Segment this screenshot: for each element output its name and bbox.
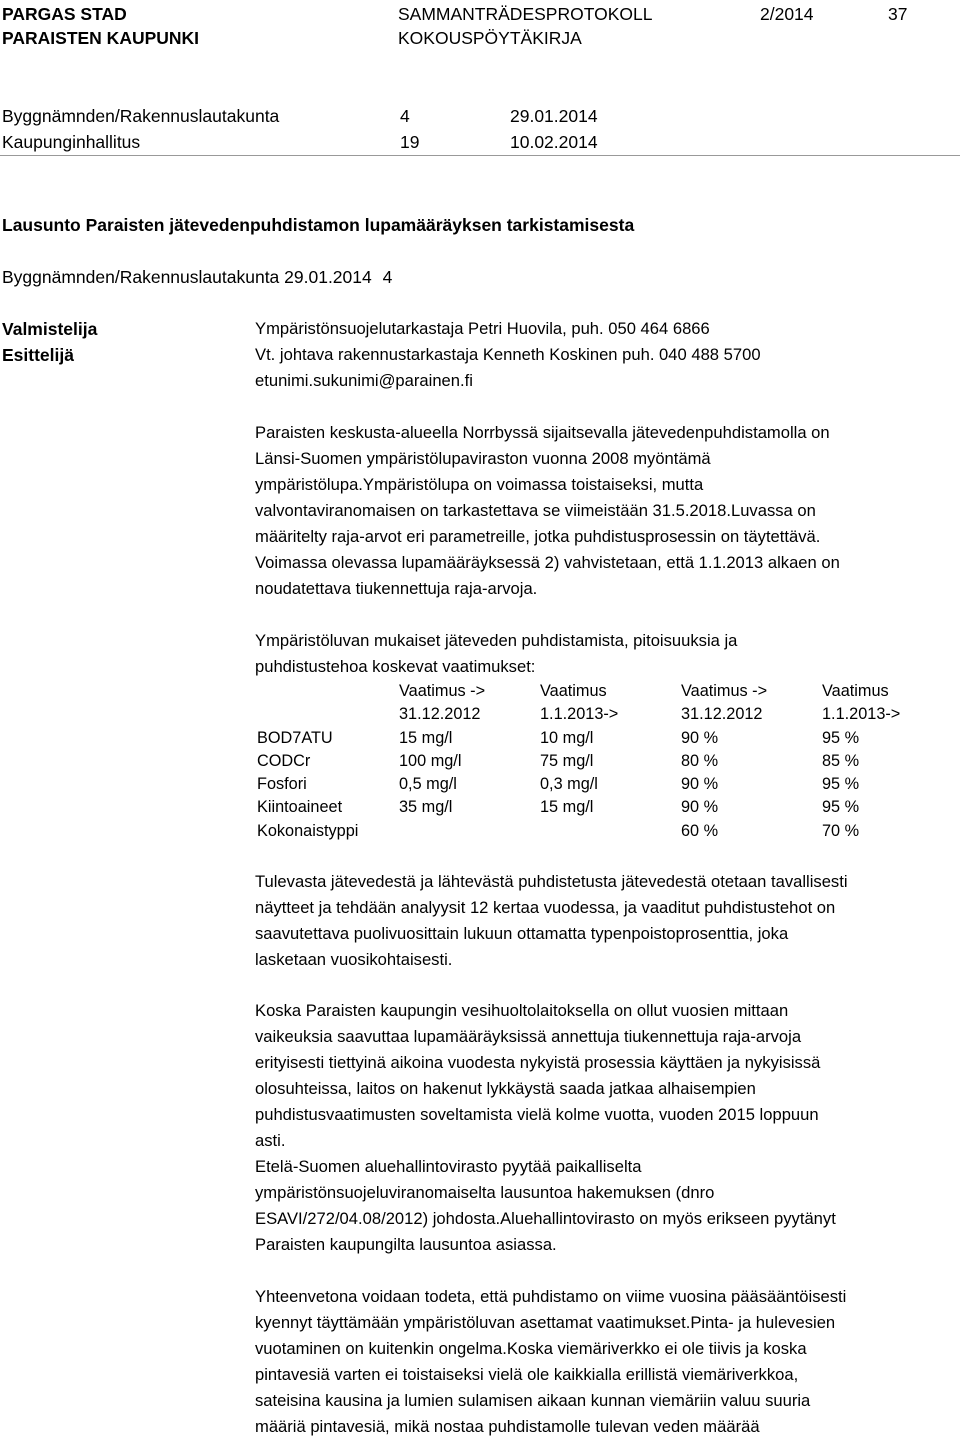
paragraph-line: määriä pintavesiä, mikä nostaa puhdistamolle tulevan veden määrää bbox=[255, 1417, 760, 1436]
table-cell: 15 mg/l bbox=[540, 798, 594, 817]
paragraph-line: Tulevasta jätevedestä ja lähtevästä puhdistetusta jätevedestä otetaan tavallisesti bbox=[255, 872, 848, 891]
paragraph-permit-background bbox=[255, 420, 960, 602]
table-cell: 35 mg/l bbox=[399, 798, 453, 817]
table-row bbox=[255, 820, 922, 843]
paragraph-summary bbox=[255, 1284, 960, 1440]
table-cell: 60 % bbox=[681, 821, 719, 840]
document-type-block bbox=[398, 2, 652, 50]
document-type-finnish: KOKOUSPÖYTÄKIRJA bbox=[398, 28, 582, 48]
page-number: 37 bbox=[888, 4, 908, 24]
paragraph-line: ympäristölupa.Ympäristölupa on voimassa toistaiseksi, mutta bbox=[255, 475, 704, 494]
table-cell: 0,3 mg/l bbox=[540, 775, 598, 794]
table-cell: 85 % bbox=[822, 751, 860, 770]
table-header-cell: 1.1.2013-> bbox=[822, 705, 901, 724]
prior-reference bbox=[2, 264, 392, 290]
table-cell bbox=[399, 820, 540, 843]
table-cell: 100 mg/l bbox=[399, 751, 462, 770]
paragraph-sampling bbox=[255, 869, 960, 973]
table-cell bbox=[540, 820, 681, 843]
prior-reference-text: Byggnämnden/Rakennuslautakunta 29.01.2014 bbox=[2, 267, 372, 287]
reference-date: 29.01.2014 bbox=[510, 106, 598, 126]
paragraph-line: olosuhteissa, laitos on hakenut lykkäystä saada jatkaa alhaisempien bbox=[255, 1079, 756, 1098]
paragraph-line: erityisesti tiettyinä aikoina vuodesta nykyistä prosessia käyttäen ja nykyisissä bbox=[255, 1053, 821, 1072]
parameter-name: BOD7ATU bbox=[257, 728, 333, 747]
paragraph-line: puhdistusvaatimusten soveltamista vielä kolme vuotta, vuoden 2015 loppuun bbox=[255, 1105, 819, 1124]
paragraph-line: asti. bbox=[255, 1131, 286, 1150]
paragraph-line: ympäristönsuojeluviranomaiselta lausuntoa hakemuksen (dnro bbox=[255, 1183, 715, 1202]
org-name-swedish: PARGAS STAD bbox=[2, 4, 127, 24]
meeting-number: 2/2014 bbox=[760, 4, 814, 24]
requirements-table bbox=[255, 680, 922, 843]
paragraph-deferral-request bbox=[255, 998, 960, 1258]
paragraph-line: saavutettava puolivuosittain lukuun ottamatta typenpoistoprosenttia, joka bbox=[255, 924, 789, 943]
table-header-cell: Vaatimus bbox=[540, 682, 607, 700]
table-header-row bbox=[255, 703, 922, 726]
presenter-email: etunimi.sukunimi@parainen.fi bbox=[255, 371, 473, 390]
paragraph-line: kyennyt täyttämään ympäristöluvan asettamat vaatimukset.Pinta- ja hulevesien bbox=[255, 1313, 836, 1332]
parameter-name: Kiintoaineet bbox=[257, 798, 343, 817]
presenter-value bbox=[255, 342, 761, 394]
table-header-cell: Vaatimus -> bbox=[681, 682, 768, 700]
document-type-swedish: SAMMANTRÄDESPROTOKOLL bbox=[398, 4, 653, 24]
reference-body: Kaupunginhallitus bbox=[2, 132, 141, 152]
preparer-value: Ympäristönsuojelutarkastaja Petri Huovila, puh. 050 464 6866 bbox=[255, 319, 710, 338]
table-header-cell: Vaatimus -> bbox=[399, 682, 486, 700]
table-cell: 90 % bbox=[681, 798, 719, 817]
reference-date: 10.02.2014 bbox=[510, 132, 598, 152]
table-cell: 0,5 mg/l bbox=[399, 775, 457, 794]
document-title: Lausunto Paraisten jätevedenpuhdistamon lupamääräyksen tarkistamisesta bbox=[2, 215, 635, 235]
paragraph-line: pintavesiä varten ei toistaiseksi vielä ole kaikkialla erillistä viemäriverkkoa, bbox=[255, 1365, 799, 1384]
paragraph-line: ESAVI/272/04.08/2012) johdosta.Aluehallintovirasto on myös erikseen pyytänyt bbox=[255, 1209, 836, 1228]
table-cell: 70 % bbox=[822, 821, 860, 840]
parameter-name: CODCr bbox=[257, 751, 311, 770]
paragraph-line: Paraisten kaupungilta lausuntoa asiassa. bbox=[255, 1235, 557, 1254]
paragraph-line: Koska Paraisten kaupungin vesihuoltolaitoksella on ollut vuosien mittaan bbox=[255, 1001, 789, 1020]
table-cell: 75 mg/l bbox=[540, 751, 594, 770]
table-cell: 10 mg/l bbox=[540, 728, 594, 747]
paragraph-line: Paraisten keskusta-alueella Norrbyssä sijaitsevalla jätevedenpuhdistamolla on bbox=[255, 423, 830, 442]
paragraph-line: Länsi-Suomen ympäristölupaviraston vuonna 2008 myöntämä bbox=[255, 449, 711, 468]
reference-section: 4 bbox=[400, 106, 410, 126]
table-cell bbox=[255, 680, 399, 703]
parameter-name: Fosfori bbox=[257, 775, 307, 794]
paragraph-line: vaikeuksia saavuttaa lupamääräyksissä annettuja tiukennettuja raja-arvoja bbox=[255, 1027, 802, 1046]
reference-section: 19 bbox=[400, 132, 420, 152]
paragraph-line: vuotaminen on kuitenkin ongelma.Koska viemäriverkko ei ole tiivis ja koska bbox=[255, 1339, 807, 1358]
table-row bbox=[255, 796, 922, 819]
preparer-label: Valmistelija bbox=[2, 319, 98, 339]
paragraph-line: valvontaviranomaisen on tarkastettava se viimeistään 31.5.2018.Luvassa on bbox=[255, 501, 816, 520]
paragraph-line: määritelty raja-arvot eri parametreille, jotka puhdistusprosessin on täytettävä. bbox=[255, 527, 821, 546]
paragraph-line: noudatettava tiukennettuja raja-arvoja. bbox=[255, 579, 538, 598]
presenter-label: Esittelijä bbox=[2, 345, 74, 365]
presenter-name-phone: Vt. johtava rakennustarkastaja Kenneth Koskinen puh. 040 488 5700 bbox=[255, 345, 761, 364]
table-cell: 80 % bbox=[681, 751, 719, 770]
paragraph-line: Etelä-Suomen aluehallintovirasto pyytää paikalliselta bbox=[255, 1157, 642, 1176]
parameter-name: Kokonaistyppi bbox=[257, 821, 359, 840]
table-header-cell: 31.12.2012 bbox=[681, 705, 763, 724]
org-name-finnish: PARAISTEN KAUPUNKI bbox=[2, 28, 200, 48]
table-row bbox=[255, 727, 922, 750]
table-cell: 90 % bbox=[681, 728, 719, 747]
table-cell: 95 % bbox=[822, 798, 860, 817]
paragraph-line: sateisina kausina ja lumien sulamisen aikaan kunnan viemäriin valuu suuria bbox=[255, 1391, 811, 1410]
reference-body: Byggnämnden/Rakennuslautakunta bbox=[2, 106, 280, 126]
table-row bbox=[255, 773, 922, 796]
paragraph-line: lasketaan vuosikohtaisesti. bbox=[255, 950, 453, 969]
header-divider bbox=[0, 155, 960, 156]
table-cell: 15 mg/l bbox=[399, 728, 453, 747]
table-cell: 95 % bbox=[822, 775, 860, 794]
table-cell: 90 % bbox=[681, 775, 719, 794]
paragraph-requirements-intro bbox=[255, 628, 960, 680]
table-header-cell: 31.12.2012 bbox=[399, 705, 481, 724]
paragraph-line: Yhteenvetona voidaan todeta, että puhdistamo on viime vuosina pääsääntöisesti bbox=[255, 1287, 847, 1306]
paragraph-line: puhdistustehoa koskevat vaatimukset: bbox=[255, 657, 536, 676]
table-header-cell: Vaatimus bbox=[822, 682, 889, 700]
table-row bbox=[255, 750, 922, 773]
table-cell bbox=[255, 703, 399, 726]
paragraph-line: Ympäristöluvan mukaiset jäteveden puhdistamista, pitoisuuksia ja bbox=[255, 631, 738, 650]
table-header-cell: 1.1.2013-> bbox=[540, 705, 619, 724]
table-cell: 95 % bbox=[822, 728, 860, 747]
org-name-block bbox=[2, 2, 199, 50]
paragraph-line: näytteet ja tehdään analyysit 12 kertaa vuodessa, ja vaaditut puhdistustehot on bbox=[255, 898, 836, 917]
paragraph-line: Voimassa olevassa lupamääräyksessä 2) vahvistetaan, että 1.1.2013 alkaen on bbox=[255, 553, 840, 572]
table-header-row bbox=[255, 680, 922, 703]
prior-reference-section: 4 bbox=[382, 267, 393, 287]
